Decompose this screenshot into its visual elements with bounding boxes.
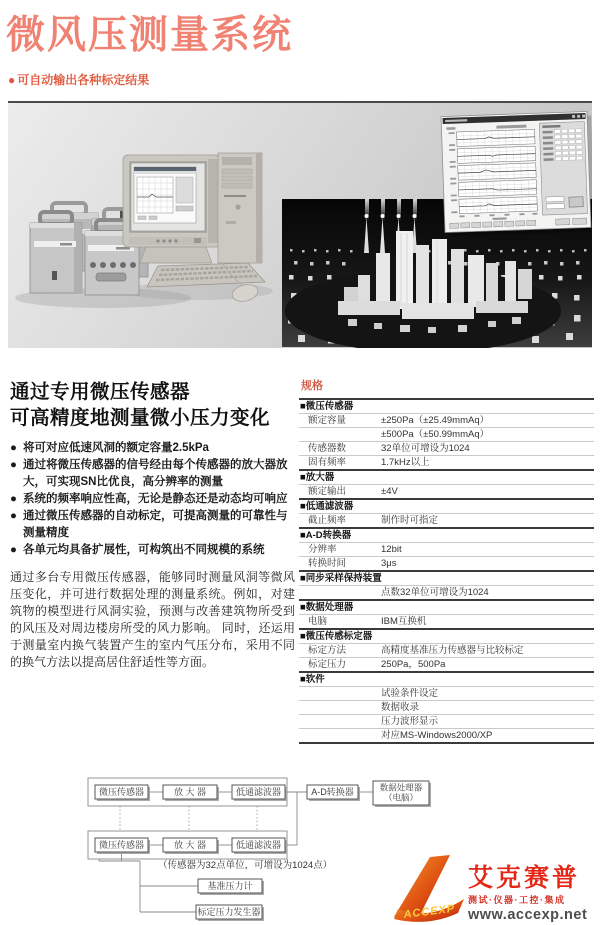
box-sensor-2: 微压传感器	[98, 840, 145, 850]
diagram-boxes-row1	[95, 785, 287, 801]
box-calibration-generator: 标定压力发生器	[197, 907, 261, 917]
bullet-icon: ●	[8, 73, 16, 87]
diagram-boxes-row2	[95, 838, 287, 854]
spec-section	[299, 377, 594, 744]
spec-row	[299, 714, 594, 728]
spec-row	[299, 570, 594, 585]
spec-row	[299, 498, 594, 513]
spec-row	[299, 469, 594, 484]
spec-label: ■放大器	[300, 472, 335, 483]
photo-scene	[8, 103, 592, 348]
page-title: 微风压测量系统	[6, 14, 294, 57]
feature-item	[10, 457, 295, 491]
spec-value: 32单位可增设为1024	[381, 443, 470, 454]
spec-value: ±4V	[381, 486, 398, 497]
spec-label: 固有频率	[308, 457, 347, 468]
spec-row	[299, 527, 594, 542]
spec-value: 试验条件设定	[381, 688, 439, 699]
spec-row	[299, 484, 594, 498]
feature-text: 各单元均具备扩展性，可构筑出不同规模的系统	[23, 544, 265, 556]
spec-row	[299, 585, 594, 599]
spec-label: 额定容量	[308, 415, 347, 426]
control-panel	[539, 122, 587, 216]
spec-label: 截止频率	[308, 515, 347, 526]
spec-row	[299, 643, 594, 657]
spec-label: 传感器数	[308, 443, 347, 454]
spec-value: 数据收录	[381, 702, 420, 713]
box-data-processor-line1: 数据处理器	[379, 782, 423, 793]
spec-value: 12bit	[381, 544, 402, 555]
bullet-icon: ●	[10, 442, 17, 454]
spec-label: 分辨率	[308, 544, 337, 555]
accexp-acronym: ACCEXP	[402, 902, 456, 921]
spec-row	[299, 413, 594, 427]
intro-heading-line1: 通过专用微压传感器	[10, 381, 191, 403]
spec-label: 电脑	[308, 616, 328, 627]
box-lowpass-1: 低通滤波器	[235, 787, 282, 797]
spec-value: 对应MS-Windows2000/XP	[381, 730, 493, 741]
spec-row	[299, 728, 594, 742]
spec-row	[299, 556, 594, 570]
bullet-icon: ●	[10, 459, 17, 471]
spec-row	[299, 398, 594, 413]
waveform-charts	[449, 129, 538, 221]
spec-label: 额定输出	[308, 486, 347, 497]
spec-label: 标定方法	[308, 645, 347, 656]
spec-value: 3μs	[381, 558, 397, 569]
intro-heading-line2: 可高精度地测量微小压力变化	[10, 407, 271, 429]
spec-value: ±250Pa（±25.49mmAq）	[381, 415, 490, 426]
bullet-icon: ●	[10, 493, 17, 505]
spec-label: ■低通滤波器	[300, 501, 354, 512]
company-url: www.accexp.net	[468, 907, 588, 923]
spec-title: 规格	[301, 380, 323, 392]
feature-list	[10, 440, 295, 559]
box-amplifier-1: 放 大 器	[173, 787, 207, 797]
keyboard	[147, 263, 265, 287]
feature-text: 通过微压传感器的自动标定，可提高测量的可靠性与测量精度	[23, 510, 288, 539]
spec-row	[299, 599, 594, 614]
bullet-icon: ●	[10, 544, 17, 556]
feature-text: 系统的频率响应性高，无论是静态还是动态均可响应	[23, 493, 288, 505]
product-photo-panel	[8, 101, 592, 348]
spec-row	[299, 700, 594, 714]
accexp-a-mark	[390, 851, 466, 925]
diagram-note: （传感器为32点单位，可增设为1024点）	[158, 860, 333, 871]
spec-label: ■微压传感标定器	[300, 631, 373, 642]
spec-label: ■微压传感器	[300, 401, 354, 412]
pc-tower	[218, 153, 262, 263]
intro-section	[10, 379, 295, 671]
page-subtitle	[8, 71, 149, 88]
spec-label: 标定压力	[308, 659, 347, 670]
software-screenshot-window	[441, 111, 592, 236]
spec-value: 点数32单位可增设为1024	[381, 587, 489, 598]
spec-value: IBM互换机	[381, 616, 427, 627]
spec-row	[299, 455, 594, 469]
spec-value: 1.7kHz以上	[381, 457, 430, 468]
box-lowpass-2: 低通滤波器	[235, 840, 282, 850]
spec-label: ■数据处理器	[300, 602, 354, 613]
spec-label: ■同步采样保持装置	[300, 573, 382, 584]
spec-table	[299, 398, 594, 744]
crt-monitor	[123, 155, 220, 263]
spec-row	[299, 441, 594, 455]
spec-row	[299, 614, 594, 628]
company-slogan: 测试·仪器·工控·集成	[468, 895, 566, 905]
spec-row	[299, 686, 594, 700]
spec-label: 转换时间	[308, 558, 347, 569]
bullet-icon: ●	[10, 510, 17, 522]
pressure-sensor-unit-front	[30, 212, 82, 293]
feature-text: 将可对应低速风洞的额定容量2.5kPa	[23, 442, 209, 454]
box-data-processor-line2: （电脑）	[383, 792, 419, 803]
feature-item	[10, 440, 295, 457]
company-logo	[390, 851, 600, 925]
intro-paragraph: 通过多台专用微压传感器，能够同时测量风洞等微风压变化，并可进行数据处理的测量系统。例如，对建筑物的模型进行风洞实验，预测与改善建筑物所受到的风压及对周边楼房所受的风力影响。 同时，还运用于测量室内换气装置产生的室内气压分布，采用不同的换气方法以提高居住舒适性等方面。	[10, 570, 295, 669]
spec-row	[299, 657, 594, 671]
spec-label: ■A-D转换器	[300, 530, 352, 541]
spec-label: ■软件	[300, 674, 325, 685]
feature-text: 通过将微压传感器的信号经由每个传感器的放大器放大，可实现SN比优良，高分辨率的测量	[23, 459, 288, 488]
company-name: 艾克赛普	[468, 864, 581, 892]
box-ad-converter: A-D转换器	[311, 787, 354, 797]
subtitle-text: 可自动输出各种标定结果	[17, 73, 150, 87]
spec-value: ±500Pa（±50.99mmAq）	[381, 429, 490, 440]
box-reference-gauge: 基准压力计	[207, 881, 253, 891]
box-sensor-1: 微压传感器	[98, 787, 145, 797]
spec-value: 高精度基准压力传感器与比较标定	[381, 645, 524, 656]
spec-row	[299, 671, 594, 686]
feature-item	[10, 508, 295, 542]
spec-row	[299, 427, 594, 441]
monitor-screen-window	[134, 167, 196, 223]
spec-value: 压力波形显示	[381, 716, 439, 727]
spec-value: 250Pa，500Pa	[381, 659, 446, 670]
feature-item	[10, 491, 295, 508]
spec-row	[299, 542, 594, 556]
spec-row	[299, 628, 594, 643]
feature-item	[10, 542, 295, 559]
spec-row	[299, 513, 594, 527]
spec-value: 制作时可指定	[381, 515, 439, 526]
box-amplifier-2: 放 大 器	[173, 840, 207, 850]
